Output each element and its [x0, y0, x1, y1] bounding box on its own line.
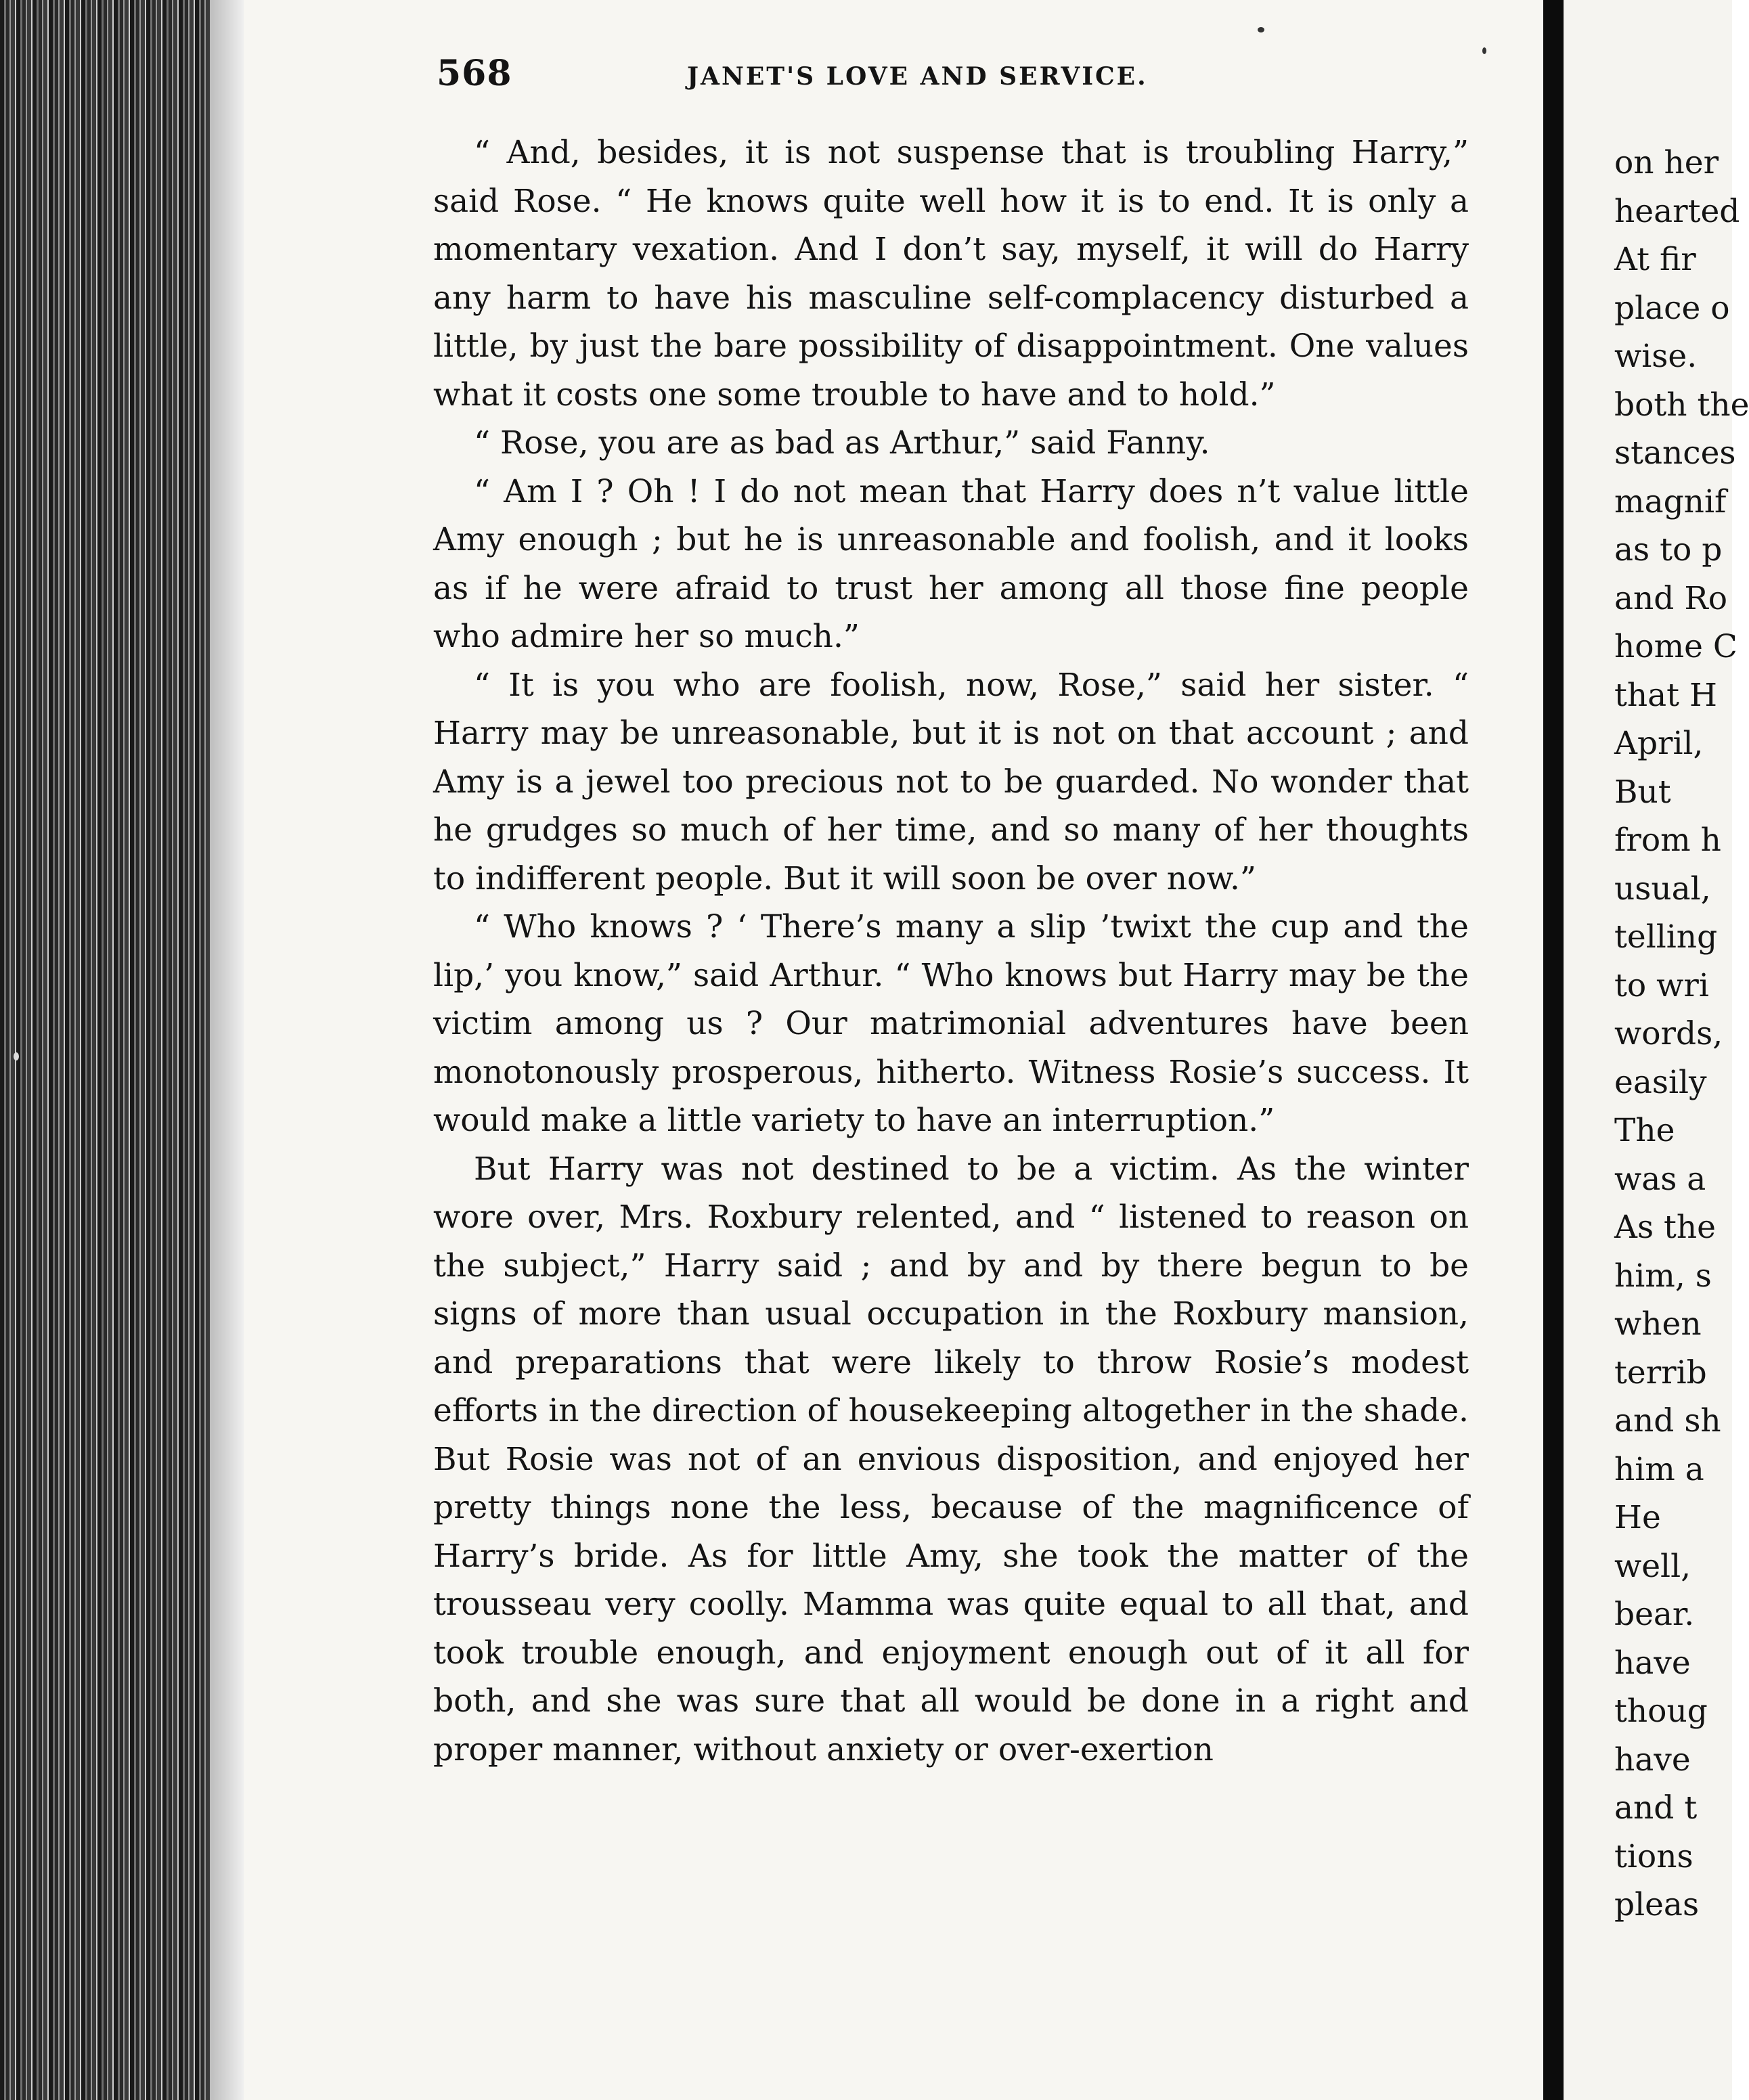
page-header-title: JANET'S LOVE AND SERVICE. — [687, 62, 1148, 91]
adjacent-page-line: magnif — [1614, 483, 1727, 520]
adjacent-page-line: wise. — [1614, 338, 1698, 375]
paragraph: “ Am I ? Oh ! I do not mean that Harry does n’t value little Amy enough ; but he is unreasonable and foolish, and it looks as if he were afraid to trust her among all those fine people who admire her so much.” — [433, 472, 1469, 655]
adjacent-page-line: pleas — [1614, 1886, 1700, 1923]
adjacent-page-line: usual, — [1614, 870, 1711, 908]
paragraph: “ Rose, you are as bad as Arthur,” said Fanny. — [474, 424, 1210, 462]
adjacent-page-line: place o — [1614, 289, 1730, 327]
page-gutter — [1543, 0, 1564, 2100]
adjacent-page-line: was a — [1614, 1160, 1706, 1198]
scan-speck — [14, 1052, 19, 1060]
adjacent-page-line: But — [1614, 773, 1671, 811]
adjacent-page-line: have — [1614, 1741, 1691, 1779]
paragraph: “ And, besides, it is not suspense that is troubling Harry,” said Rose. “ He knows quite well how it is to end. It is only a momentary vexation. And I don’t say, myself, it will do Harry any harm to have his masculine self-complacency disturbed a little, by just the bare possibility of disappointment. One values what it costs one some trouble to have and to hold.” — [433, 134, 1469, 414]
adjacent-page-line: well, — [1614, 1547, 1691, 1585]
adjacent-page-line: when — [1614, 1305, 1702, 1343]
adjacent-page-line: and sh — [1614, 1402, 1721, 1439]
adjacent-page-line: from h — [1614, 822, 1721, 859]
adjacent-page-line: him a — [1614, 1450, 1704, 1488]
adjacent-page-line: easily — [1614, 1063, 1707, 1101]
adjacent-page-line: as to p — [1614, 531, 1723, 568]
body-text — [433, 129, 1469, 1774]
adjacent-page-line: hearted — [1614, 192, 1740, 230]
adjacent-page-line: stances — [1614, 434, 1736, 472]
adjacent-page-line: At fir — [1614, 241, 1696, 278]
adjacent-page-line: terrib — [1614, 1354, 1707, 1391]
adjacent-page-line: tions — [1614, 1837, 1693, 1875]
paragraph: “ Who knows ? ‘ There’s many a slip ’twixt the cup and the lip,’ you know,” said Arthur. “ Who knows but Harry may be the victim among us ? Our matrimonial adventures have been monotonously prosperous, hitherto. Witness Rosie’s success. It would make a little variety to have an interruption.” — [433, 908, 1469, 1139]
adjacent-page-line: telling — [1614, 918, 1718, 956]
paragraph: But Harry was not destined to be a victim. As the winter wore over, Mrs. Roxbury relented, and “ listened to reason on the subject,” Harry said ; and by and by there begun to be signs of more than usual occupation in the Roxbury mansion, and preparations that were likely to throw Rosie’s modest efforts in the direction of housekeeping altogether in the shade. But Rosie was not of an envious disposition, and enjoyed her pretty things none the less, because of the magnificence of Harry’s bride. As for little Amy, she took the matter of the trousseau very coolly. Mamma was quite equal to all that, and took trouble enough, and enjoyment enough out of it all for both, and she was sure that all would be done in a right and proper manner, without anxiety or over-exertion — [433, 1150, 1469, 1768]
adjacent-page-line: have — [1614, 1644, 1691, 1682]
adjacent-page-line: that H — [1614, 676, 1717, 714]
adjacent-page-line: He — [1614, 1499, 1661, 1536]
paragraph: “ It is you who are foolish, now, Rose,” said her sister. “ Harry may be unreasonable, but it is not on that account ; and Amy is a jewel too precious not to be guarded. No wonder that he grudges so much of her time, and so many of her thoughts to indifferent people. But it will soon be over now.” — [433, 666, 1469, 897]
scan-speck — [1482, 47, 1486, 54]
running-head — [437, 53, 1479, 107]
adjacent-page-line: thoug — [1614, 1693, 1708, 1730]
scan-speck — [1258, 27, 1264, 32]
adjacent-page-line: on her — [1614, 144, 1719, 181]
adjacent-page-line: to wri — [1614, 966, 1709, 1004]
adjacent-page-line: him, s — [1614, 1257, 1712, 1295]
adjacent-page-line: April, — [1614, 725, 1704, 762]
adjacent-page-line: The — [1614, 1112, 1675, 1149]
adjacent-page-line: words, — [1614, 1015, 1723, 1052]
page-edges — [0, 0, 244, 2100]
adjacent-page-line: As the — [1614, 1209, 1716, 1246]
adjacent-page-line: and Ro — [1614, 579, 1728, 617]
adjacent-page-line: bear. — [1614, 1596, 1695, 1633]
adjacent-page-text — [1614, 139, 1749, 1929]
adjacent-page-line: and t — [1614, 1789, 1698, 1827]
page-number: 568 — [437, 53, 512, 94]
adjacent-page-line: home C — [1614, 628, 1737, 665]
adjacent-page-line: both the — [1614, 386, 1749, 424]
